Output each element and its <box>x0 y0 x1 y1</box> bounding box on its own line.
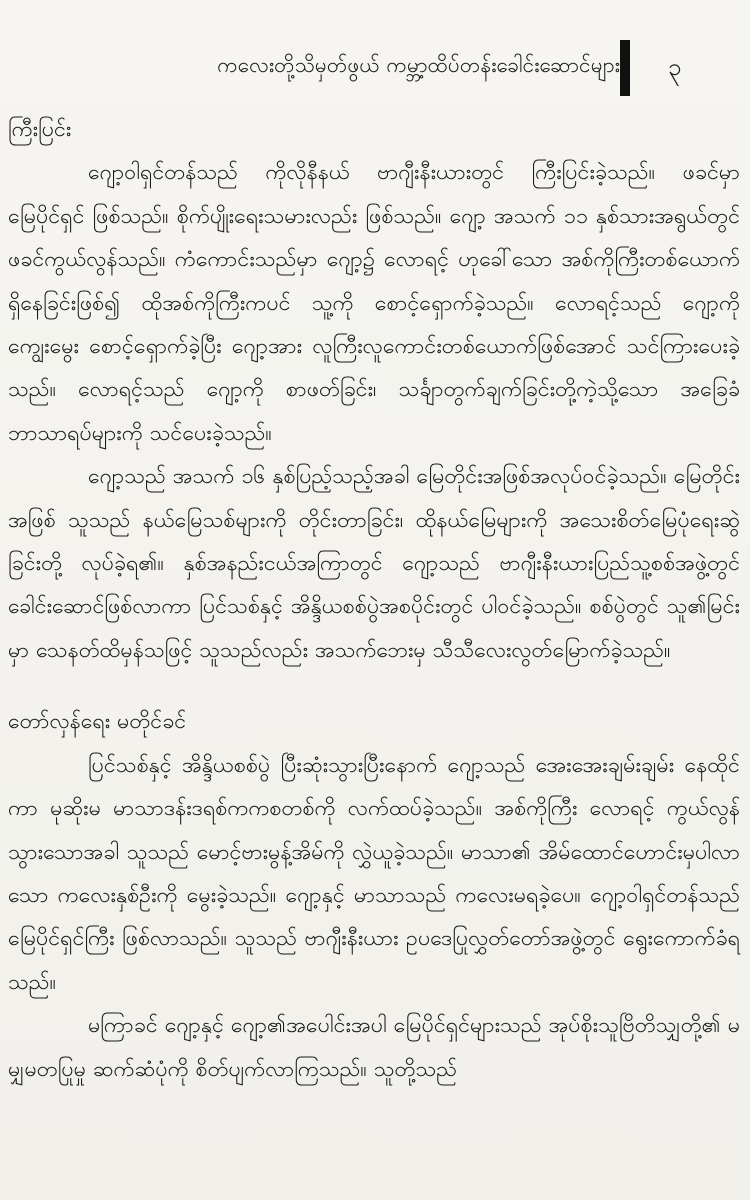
paragraph: မကြာခင် ဂျော့နှင့် ဂျော့၏အပေါင်းအပါ မြေပိုင်ရှင်များသည် အုပ်စိုးသူဗြိတိသျှတို့၏ မမျှမတပြုမှု ဆက်ဆံပုံကို စိတ်ပျက်လာကြသည်။ သူတို့သည် <box>8 1013 740 1082</box>
page-number: ၃ <box>668 53 682 81</box>
paragraph: ပြင်သစ်နှင့် အိန္ဒိယစစ်ပွဲ ပြီးဆုံးသွားပြီးနောက် ဂျော့သည် အေးအေးချမ်းချမ်း နေထိုင်ကာ မုဆိုးမ မာသာဒန်းဒရစ်ကကစတစ်ကို လက်ထပ်ခဲ့သည်။ အစ်ကိုကြီး လောရင့် ကွယ်လွန်သွားသောအခါ သူသည် မောင့်ဗားမွန့်အိမ်ကို လွှဲယူခဲ့သည်။ မာသာ၏ အိမ်ထောင်ဟောင်းမှပါလာသော ကလေးနှစ်ဦးကို မွေးခဲ့သည်။ ဂျော့နှင့် မာသာသည် ကလေးမရခဲ့ပေ။ ဂျော့ဝါရှင်တန်သည် မြေပိုင်ရှင်ကြီး ဖြစ်လာသည်။ သူသည် ဗာဂျီးနီးယား ဥပဒေပြုလွှတ်တော်အဖွဲ့တွင် ရွေးကောက်ခံရသည်။ <box>8 752 740 995</box>
paragraph: ဂျော့ဝါရှင်တန်သည် ကိုလိုနီနယ် ဗာဂျီးနီးယားတွင် ကြီးပြင်းခဲ့သည်။ ဖခင်မှာ မြေပိုင်ရှင် ဖြစ်သည်။ စိုက်ပျိုးရေးသမားလည်း ဖြစ်သည်။ ဂျော့ အသက် ၁၁ နှစ်သားအရွယ်တွင် ဖခင်ကွယ်လွန်သည်။ ကံကောင်းသည်မှာ ဂျော့၌ လောရင့် ဟုခေါ်သော အစ်ကိုကြီးတစ်ယောက် ရှိနေခြင်းဖြစ်၍ ထိုအစ်ကိုကြီးကပင် သူ့ကို စောင့်ရှောက်ခဲ့သည်။ လောရင့်သည် ဂျော့ကို ကျွေးမွေး စောင့်ရှောက်ခဲ့ပြီး ဂျော့အား လူကြီးလူကောင်းတစ်ယောက်ဖြစ်အောင် သင်ကြားပေးခဲ့သည်။ လောရင့်သည် ဂျော့ကို စာဖတ်ခြင်း၊ သင်္ချာတွက်ချက်ခြင်းတို့ကဲ့သို့သော အခြေခံဘာသာရပ်များကို သင်ပေးခဲ့သည်။ <box>8 160 740 446</box>
section-heading-growing-up: ကြီးပြင်း <box>8 117 72 142</box>
running-header-title: ကလေးတို့သိမှတ်ဖွယ် ကမ္ဘာ့ထိပ်တန်းခေါင်းဆောင်များ <box>217 53 620 77</box>
body-text <box>8 108 740 1091</box>
header-vertical-rule <box>620 40 630 96</box>
paragraph: ဂျော့သည် အသက် ၁၆ နှစ်ပြည့်သည့်အခါ မြေတိုင်းအဖြစ်အလုပ်ဝင်ခဲ့သည်။ မြေတိုင်းအဖြစ် သူသည် နယ်မြေသစ်များကို တိုင်းတာခြင်း၊ ထိုနယ်မြေများကို အသေးစိတ်မြေပုံရေးဆွဲခြင်းတို့ လုပ်ခဲ့ရ၏။ နှစ်အနည်းငယ်အကြာတွင် ဂျော့သည် ဗာဂျီးနီးယားပြည်သူ့စစ်အဖွဲ့တွင် ခေါင်းဆောင်ဖြစ်လာကာ ပြင်သစ်နှင့် အိန္ဒိယစစ်ပွဲအစပိုင်းတွင် ပါဝင်ခဲ့သည်။ စစ်ပွဲတွင် သူ၏မြင်းမှာ သေနတ်ထိမှန်သဖြင့် သူသည်လည်း အသက်ဘေးမှ သီသီလေးလွတ်မြောက်ခဲ့သည်။ <box>8 464 740 663</box>
section-heading-before-revolution: တော်လှန်ရေး မတိုင်ခင် <box>8 709 187 735</box>
